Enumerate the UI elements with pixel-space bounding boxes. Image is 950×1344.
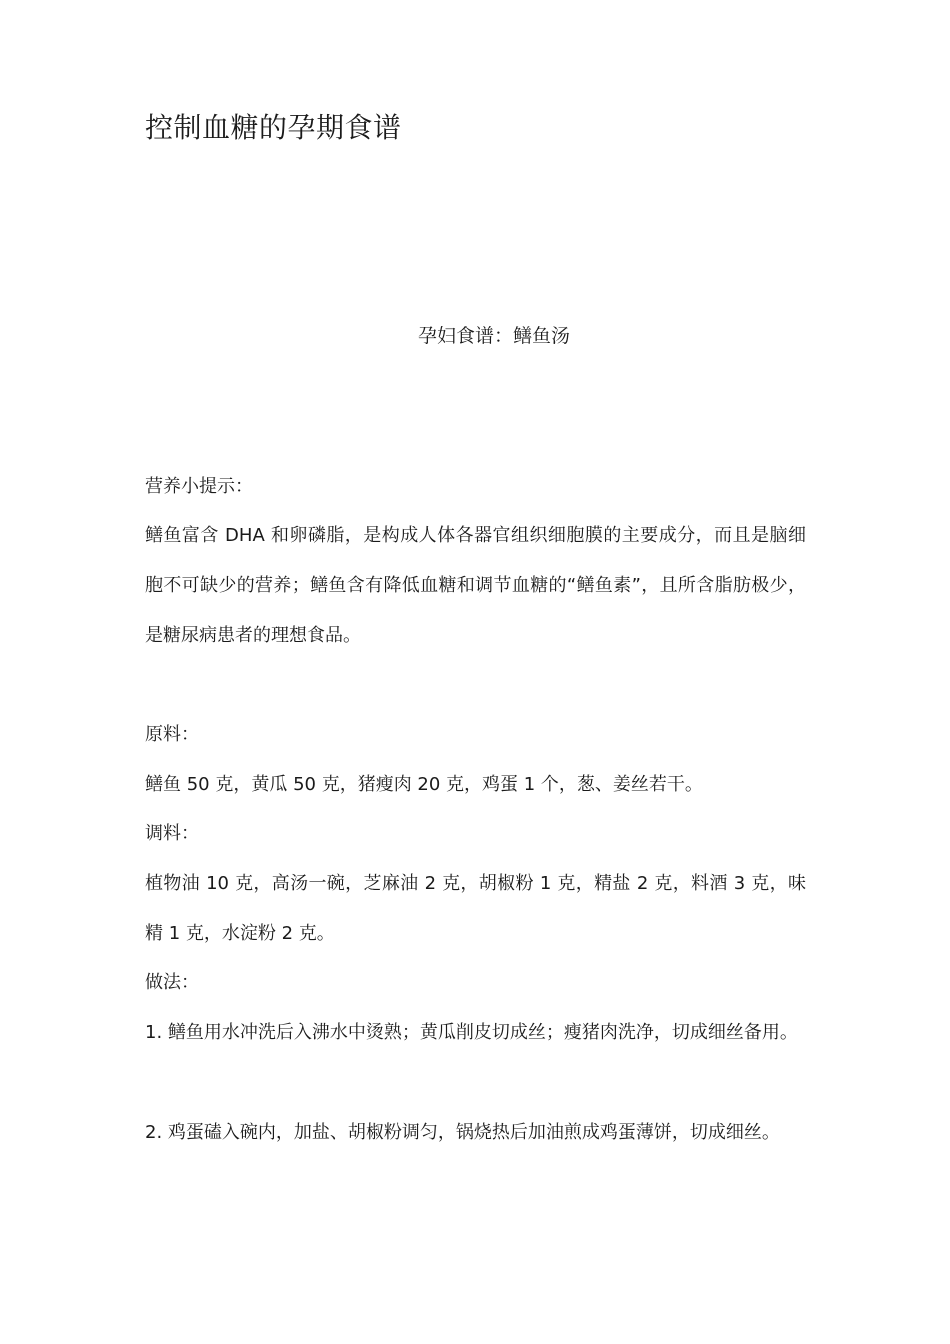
ingredients-text: 鳝鱼 50 克，黄瓜 50 克，猪瘦肉 20 克，鸡蛋 1 个，葱、姜丝若干。 [145, 774, 703, 795]
method-step: 1. 鳝鱼用水冲洗后入沸水中烫熟；黄瓜削皮切成丝；瘦猪肉洗净，切成细丝备用。 [145, 1022, 798, 1043]
nutrition-label: 营养小提示： [145, 476, 253, 497]
recipe-title: 孕妇食谱：鳝鱼汤 [417, 325, 570, 347]
document-title: 控制血糖的孕期食谱 [145, 111, 402, 144]
method-step: 2. 鸡蛋磕入碗内，加盐、胡椒粉调匀，锅烧热后加油煎成鸡蛋薄饼，切成细丝。 [145, 1122, 780, 1143]
nutrition-text: 鳝鱼富含 DHA 和卵磷脂，是构成人体各器官组织细胞膜的主要成分，而且是脑细胞不可缺少的营养；鳝鱼含有降低血糖和调节血糖的“鳝鱼素”，且所含脂肪极少，是糖尿病患者的理想食品。 [145, 525, 806, 646]
seasoning-label: 调料： [145, 823, 199, 844]
ingredients-label: 原料： [145, 724, 199, 745]
method-label: 做法： [145, 972, 199, 993]
seasoning-text: 植物油 10 克，高汤一碗，芝麻油 2 克，胡椒粉 1 克，精盐 2 克，料酒 3 克，味精 1 克，水淀粉 2 克。 [145, 873, 806, 944]
